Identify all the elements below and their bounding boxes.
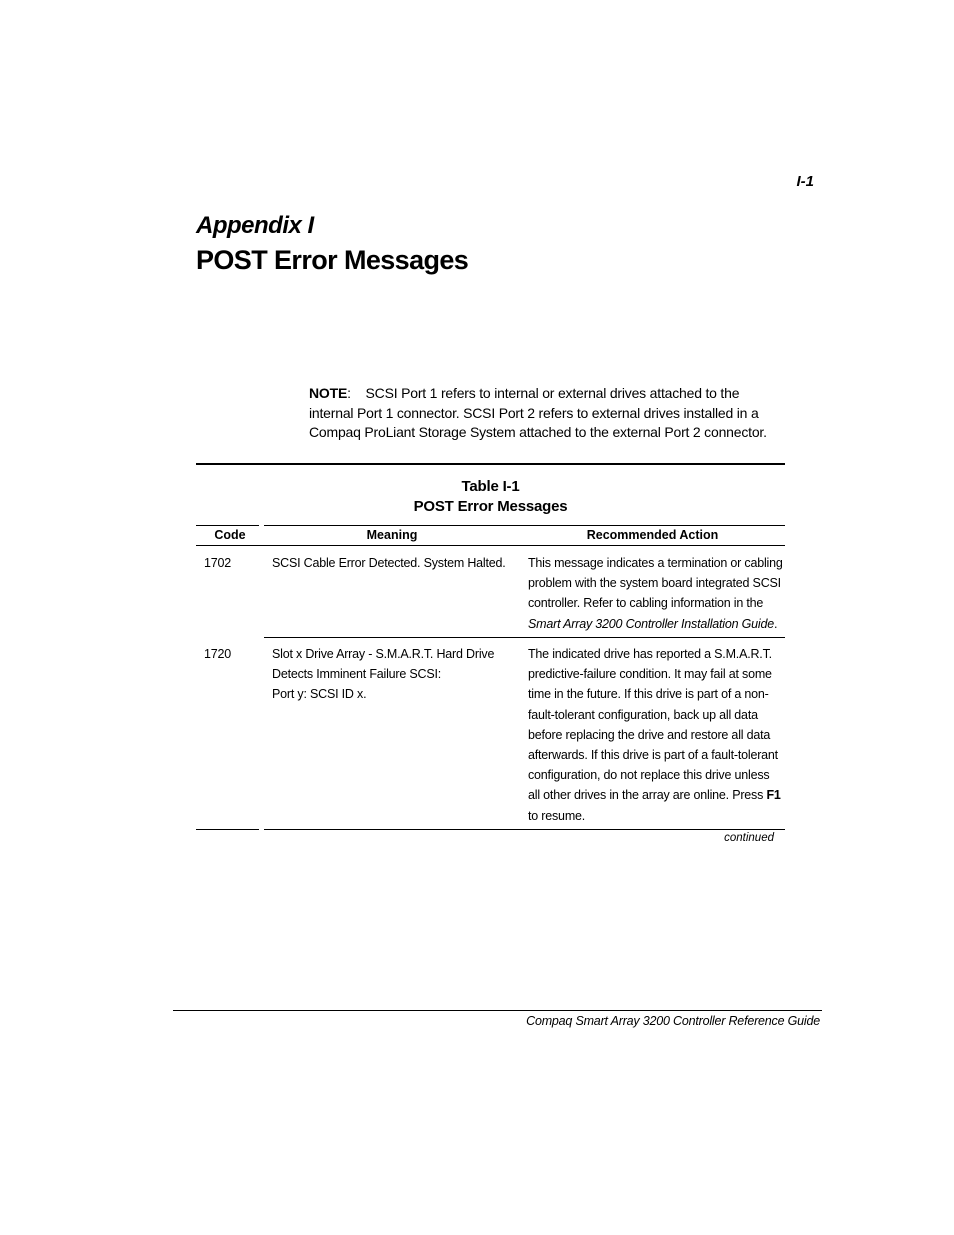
action-line: before replacing the drive and restore all data — [528, 727, 771, 742]
action-line: controller. Refer to cabling information in the — [528, 596, 764, 611]
column-header-action: Recommended Action — [586, 528, 719, 542]
page-number: I-1 — [796, 173, 814, 190]
action-line: predictive-failure condition. It may fail at some — [528, 667, 772, 682]
table-row-1-action — [528, 553, 784, 634]
action-line: problem with the system board integrated SCSI — [528, 576, 781, 591]
table-caption — [196, 477, 785, 517]
action-line: configuration, do not replace this drive unless — [528, 768, 770, 783]
action-line: time in the future. If this drive is part of a non- — [528, 687, 769, 702]
action-line: The indicated drive has reported a S.M.A.R.T. — [528, 647, 772, 661]
meaning-line: Detects Imminent Failure SCSI: — [272, 667, 442, 682]
column-header-meaning: Meaning — [366, 528, 418, 542]
guide-title: Smart Array 3200 Controller Installation Guide — [528, 616, 775, 631]
page-title: POST Error Messages — [196, 245, 469, 275]
table-row-2-code: 1720 — [204, 647, 232, 661]
key-label: F1 — [766, 788, 781, 803]
header-bottom-rule — [196, 545, 785, 546]
action-line: to resume. — [528, 808, 586, 823]
action-line: This message indicates a termination or cabling — [528, 556, 783, 570]
table-row-2-meaning — [272, 644, 517, 705]
table-bottom-rule-rest — [264, 829, 785, 830]
table-row-1-code: 1702 — [204, 556, 232, 570]
meaning-line: Slot x Drive Array - S.M.A.R.T. Hard Drive — [272, 647, 495, 661]
action-line: Smart Array 3200 Controller Installation Guide. — [528, 616, 778, 631]
header-rule-code — [196, 525, 259, 526]
table-title: POST Error Messages — [413, 498, 568, 515]
header-rule-rest — [264, 525, 785, 526]
note-label: NOTE — [309, 385, 348, 401]
footer-rule — [173, 1010, 822, 1011]
table-number: Table I-1 — [461, 478, 520, 495]
action-line: fault-tolerant configuration, back up all data — [528, 707, 758, 722]
appendix-label: Appendix I — [196, 212, 314, 239]
continued-label: continued — [724, 832, 774, 844]
table-row-2-action — [528, 644, 784, 826]
note-text: SCSI Port 1 refers to internal or external drives attached to the internal Port 1 connector. SCSI Port 2 refers to external drives installed in a Compaq ProLiant Storage System attached to the external Port 2 connector. — [309, 385, 767, 440]
meaning-line: Port y: SCSI ID x. — [272, 687, 367, 702]
action-line: all other drives in the array are online. Press F1 — [528, 788, 781, 803]
table-top-rule — [196, 463, 785, 465]
table-bottom-rule-code — [196, 829, 259, 830]
table-row-1-meaning — [272, 553, 517, 573]
action-line: afterwards. If this drive is part of a fault-tolerant — [528, 748, 778, 763]
footer-text: Compaq Smart Array 3200 Controller Reference Guide — [526, 1014, 820, 1028]
note-paragraph: NOTE: SCSI Port 1 refers to internal or external drives attached to the internal Port 1 connector. SCSI Port 2 refers to external drives installed in a Compaq ProLiant Storage System attached to the external Port 2 connector. — [309, 385, 767, 440]
column-header-code: Code — [214, 528, 246, 542]
row-separator — [264, 637, 785, 638]
meaning-line: SCSI Cable Error Detected. System Halted. — [272, 556, 506, 570]
